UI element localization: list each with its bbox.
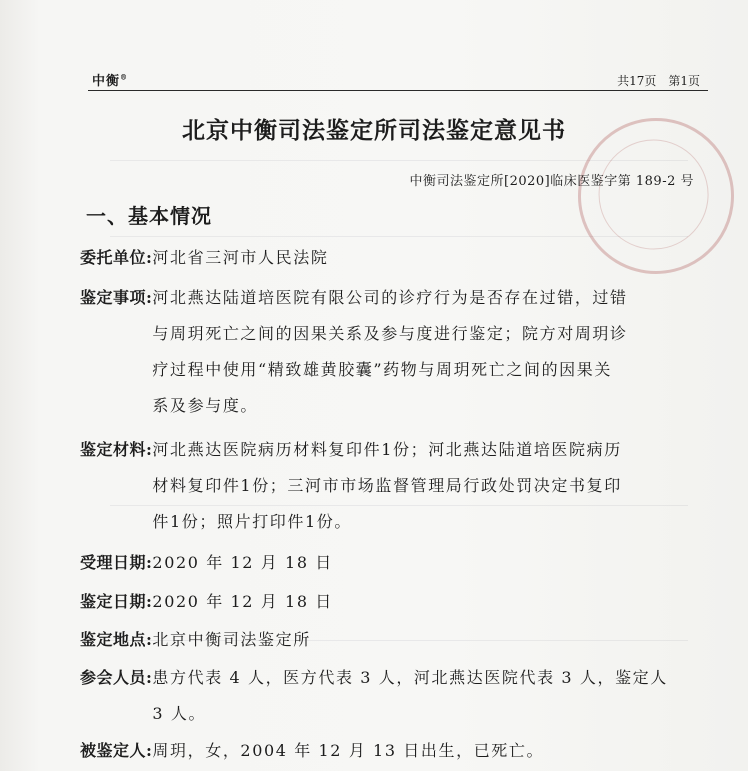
field-label: 委托单位: [80, 248, 153, 267]
field-label: 受理日期: [80, 553, 153, 572]
field-value: 患方代表 4 人，医方代表 3 人，河北燕达医院代表 3 人，鉴定人 3 人。 [152, 668, 668, 723]
field-label: 参会人员: [80, 668, 153, 687]
field-acceptance-date [80, 545, 718, 581]
field-subject [80, 733, 718, 769]
brand-text: 中衡 [92, 74, 121, 89]
field-appraisal-location [80, 622, 718, 658]
field-value: 2020 年 12 月 18 日 [152, 553, 333, 572]
field-value: 河北燕达陆道培医院有限公司的诊疗行为是否存在过错，过错 与周玥死亡之间的因果关系及参与度进行鉴定；院方对周玥诊 疗过程中使用“精致雄黄胶囊”药物与周玥死亡之间的因果关 系及参与度。 [152, 288, 628, 415]
field-attendees [80, 660, 718, 732]
field-label: 鉴定材料: [80, 440, 153, 459]
field-materials [80, 432, 718, 540]
bleed-through-line [110, 160, 688, 161]
field-appraisal-matter [80, 280, 718, 424]
field-value: 河北省三河市人民法院 [152, 248, 329, 267]
field-entrusting-party [80, 240, 718, 276]
header-brand [92, 70, 128, 89]
document-number: 中衡司法鉴定所[2020]临床医鉴字第 189-2 号 [409, 174, 694, 189]
section-heading: 一、基本情况 [86, 204, 212, 228]
bleed-through-line [110, 236, 688, 237]
field-label: 鉴定日期: [80, 592, 153, 611]
field-label: 被鉴定人: [80, 741, 153, 760]
field-label: 鉴定地点: [80, 630, 153, 649]
page-info: 共17页 第1页 [617, 74, 700, 88]
field-value: 北京中衡司法鉴定所 [152, 630, 311, 649]
field-value: 河北燕达医院病历材料复印件1份；河北燕达陆道培医院病历 材料复印件1份；三河市市场监督管理局行政处罚决定书复印 件1份；照片打印件1份。 [152, 440, 622, 531]
registered-mark: ® [120, 72, 129, 82]
document-title: 北京中衡司法鉴定所司法鉴定意见书 [182, 117, 566, 144]
field-value: 2020 年 12 月 18 日 [152, 592, 333, 611]
field-appraisal-date [80, 584, 718, 620]
field-label: 鉴定事项: [80, 288, 153, 307]
header-divider [88, 90, 708, 91]
field-value: 周玥，女，2004 年 12 月 13 日出生，已死亡。 [152, 741, 545, 760]
